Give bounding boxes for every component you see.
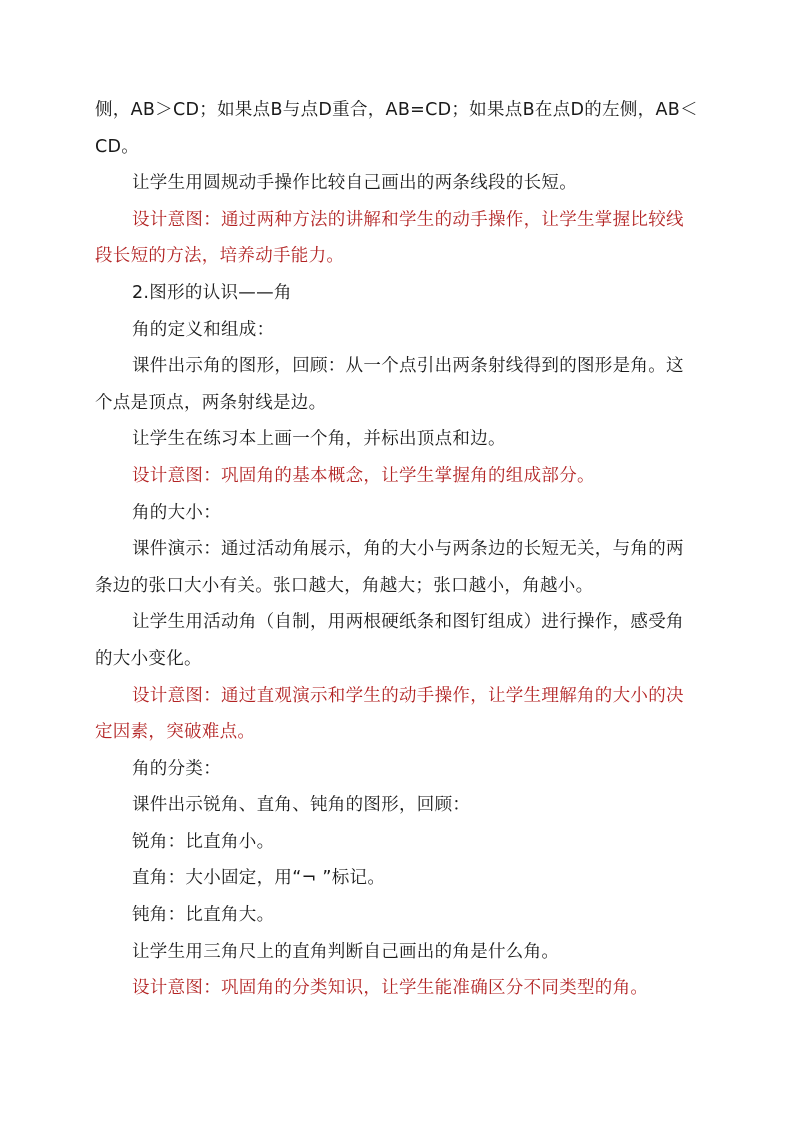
- document-body: [95, 92, 700, 1007]
- paragraph-angle-size-demo: 课件演示：通过活动角展示，角的大小与两条边的长短无关，与角的两条边的张口大小有关。张口越大，角越大；张口越小，角越小。: [95, 539, 684, 596]
- paragraph-draw-angle: 让学生在练习本上画一个角，并标出顶点和边。: [132, 429, 506, 450]
- paragraph-movable-angle: 让学生用活动角（自制，用两根硬纸条和图钉组成）进行操作，感受角的大小变化。: [95, 612, 684, 669]
- section-heading-angle: 2.图形的认识——角: [132, 282, 292, 303]
- subheading-angle-definition: 角的定义和组成：: [132, 319, 275, 340]
- paragraph-angle-definition: 课件出示角的图形，回顾：从一个点引出两条射线得到的图形是角。这个点是顶点，两条射线是边。: [95, 356, 684, 413]
- list-item-acute-angle: 锐角：比直角小。: [132, 831, 275, 852]
- paragraph-compass-activity: 让学生用圆规动手操作比较自己画出的两条线段的长短。: [132, 173, 577, 194]
- design-intent-angle-size: 设计意图：通过直观演示和学生的动手操作，让学生理解角的大小的决定因素，突破难点。: [95, 685, 684, 743]
- subheading-angle-classification: 角的分类：: [132, 758, 221, 779]
- paragraph-triangle-ruler: 让学生用三角尺上的直角判断自己画出的角是什么角。: [132, 941, 560, 962]
- list-item-right-angle: 直角：大小固定，用“¬ ”标记。: [132, 868, 386, 889]
- subheading-angle-size: 角的大小：: [132, 502, 221, 523]
- design-intent-angle-classification: 设计意图：巩固角的分类知识，让学生能准确区分不同类型的角。: [132, 978, 649, 999]
- design-intent-angle-concept: 设计意图：巩固角的基本概念，让学生掌握角的组成部分。: [132, 465, 595, 486]
- list-item-obtuse-angle: 钝角：比直角大。: [132, 905, 275, 926]
- paragraph-comparison-result: 侧，AB＞CD；如果点B与点D重合，AB=CD；如果点B在点D的左侧，AB＜CD。: [95, 100, 698, 157]
- design-intent-line-segments: 设计意图：通过两种方法的讲解和学生的动手操作，让学生掌握比较线段长短的方法，培养动手能力。: [95, 209, 684, 267]
- paragraph-angle-types-intro: 课件出示锐角、直角、钝角的图形，回顾：: [132, 795, 471, 816]
